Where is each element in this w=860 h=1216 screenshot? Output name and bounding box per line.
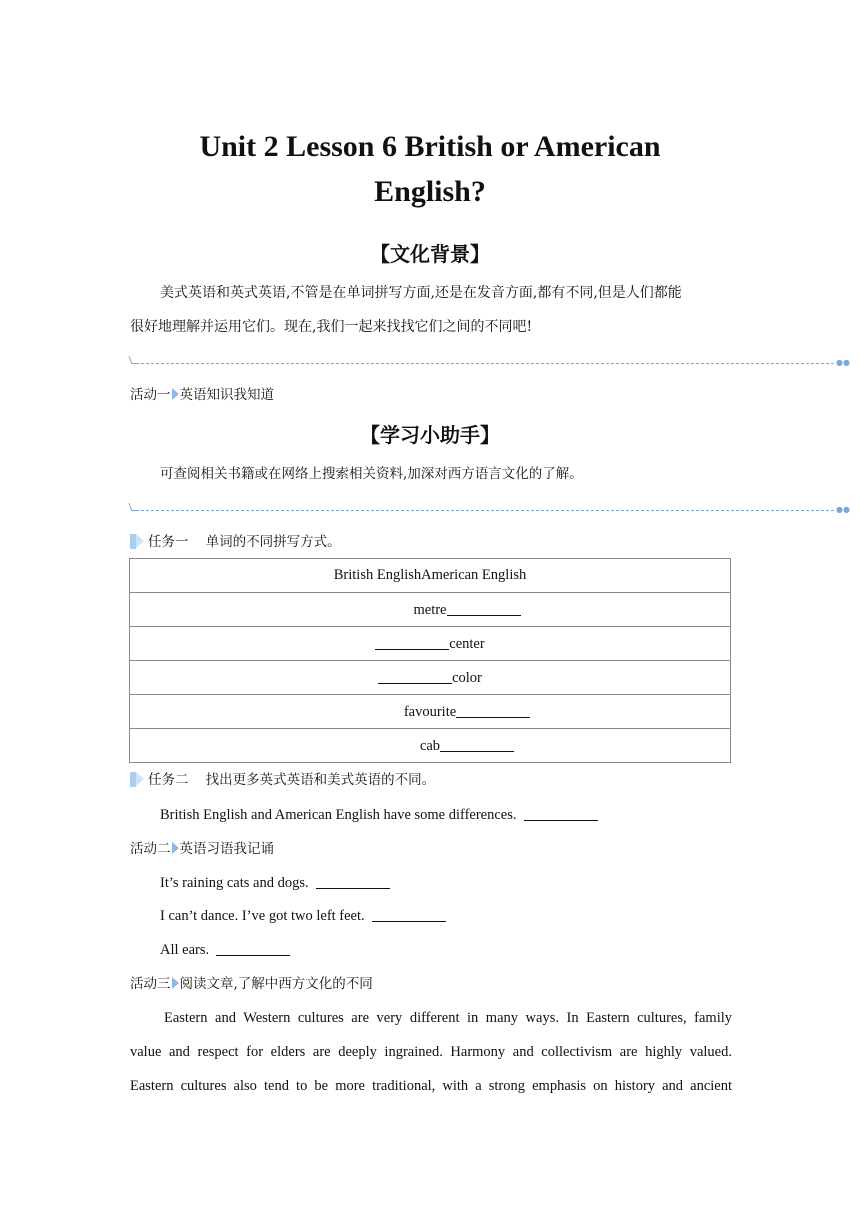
activity-2-prefix: 活动二 xyxy=(130,841,171,857)
task-1-label: 任务一 xyxy=(148,534,189,550)
word-color: color xyxy=(452,669,482,686)
page-title-line-1: Unit 2 Lesson 6 British or American xyxy=(199,130,661,163)
table-row xyxy=(130,695,731,729)
task-2-text: 找出更多英式英语和美式英语的不同。 xyxy=(205,772,436,788)
word-center: center xyxy=(449,635,485,652)
activity-1-label: 英语知识我知道 xyxy=(179,387,274,403)
task-2-heading xyxy=(130,770,435,790)
answer-blank[interactable] xyxy=(375,635,449,650)
helper-text: 可查阅相关书籍或在网络上搜索相关资料,加深对西方语言文化的了解。 xyxy=(160,466,583,482)
table-header-cell: British EnglishAmerican English xyxy=(130,559,731,593)
answer-blank[interactable] xyxy=(316,874,390,889)
triangle-marker-icon xyxy=(172,842,179,854)
answer-blank[interactable] xyxy=(216,941,290,956)
answer-blank[interactable] xyxy=(378,669,452,684)
reading-line-2: value and respect for elders are deeply ingrained. Harmony and collectivism are highly valued. xyxy=(130,1044,732,1060)
table-cell xyxy=(130,593,731,627)
idiom-3: All ears. xyxy=(160,940,290,960)
task-flag-icon xyxy=(130,772,144,787)
task-flag-icon xyxy=(130,534,144,549)
table-row xyxy=(130,729,731,763)
reading-line-3: Eastern cultures also tend to be more traditional, with a strong emphasis on history and ancient xyxy=(130,1078,732,1094)
reading-line-1: Eastern and Western cultures are very different in many ways. In Eastern cultures, family xyxy=(164,1010,732,1026)
activity-3-prefix: 活动三 xyxy=(130,976,171,992)
dashed-divider: ●● xyxy=(130,507,850,513)
task-2-label: 任务二 xyxy=(148,772,189,788)
culture-line-1: 美式英语和英式英语,不管是在单词拼写方面,还是在发音方面,都有不同,但是人们都能 xyxy=(160,285,682,301)
answer-blank[interactable] xyxy=(524,806,598,821)
answer-blank[interactable] xyxy=(447,601,521,616)
answer-blank[interactable] xyxy=(440,737,514,752)
task-2-sentence: British English and American English have some differences. xyxy=(160,805,598,825)
activity-2-heading xyxy=(130,839,274,859)
reading-passage xyxy=(130,1001,732,1103)
activity-3-heading xyxy=(130,974,373,994)
page-title-line-2: English? xyxy=(374,175,486,208)
table-row xyxy=(130,559,731,593)
triangle-marker-icon xyxy=(172,977,179,989)
table-cell xyxy=(130,661,731,695)
activity-2-label: 英语习语我记诵 xyxy=(179,841,274,857)
spelling-table xyxy=(129,558,731,763)
table-row xyxy=(130,593,731,627)
table-row xyxy=(130,627,731,661)
answer-blank[interactable] xyxy=(456,703,530,718)
word-metre: metre xyxy=(413,601,447,618)
word-cab: cab xyxy=(419,737,441,754)
culture-line-2: 很好地理解并运用它们。现在,我们一起来找找它们之间的不同吧! xyxy=(130,319,533,335)
table-cell xyxy=(130,729,731,763)
table-cell xyxy=(130,627,731,661)
activity-3-label: 阅读文章,了解中西方文化的不同 xyxy=(179,976,373,992)
triangle-marker-icon xyxy=(172,388,179,400)
table-row xyxy=(130,661,731,695)
word-favourite: favourite xyxy=(403,703,457,720)
culture-paragraph xyxy=(130,276,732,344)
task-1-text: 单词的不同拼写方式。 xyxy=(205,534,341,550)
idiom-1: It’s raining cats and dogs. xyxy=(160,873,390,893)
idiom-2: I can’t dance. I’ve got two left feet. xyxy=(160,906,446,926)
helper-heading: 【学习小助手】 xyxy=(360,423,500,447)
answer-blank[interactable] xyxy=(372,907,446,922)
activity-1-prefix: 活动一 xyxy=(130,387,171,403)
table-cell xyxy=(130,695,731,729)
dashed-divider: ●● xyxy=(130,360,850,366)
culture-heading: 【文化背景】 xyxy=(370,242,490,266)
activity-1-heading xyxy=(130,385,274,405)
task-1-heading xyxy=(130,532,341,552)
